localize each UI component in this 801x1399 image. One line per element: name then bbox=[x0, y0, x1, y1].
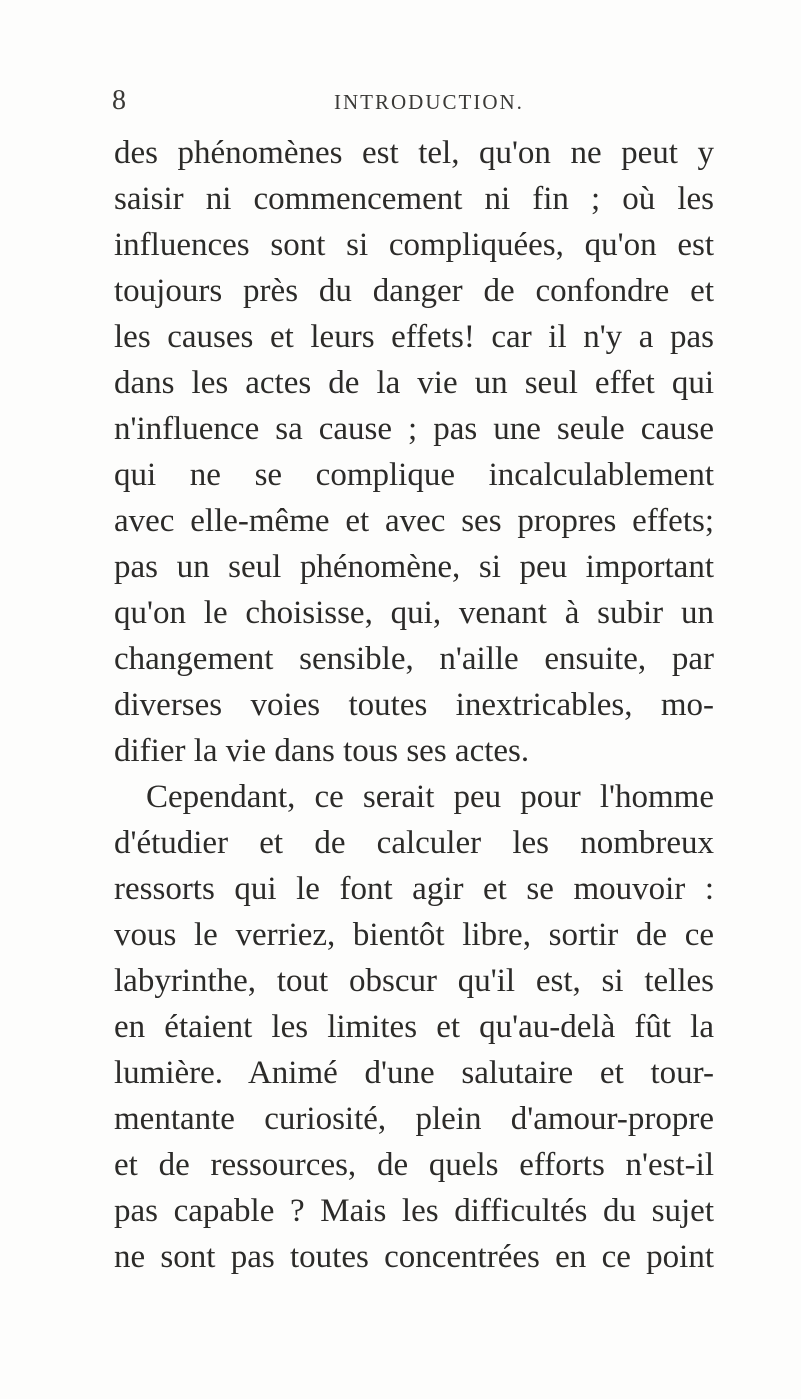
text-line: vous le verriez, bientôt libre, sortir de ce bbox=[114, 917, 714, 953]
text-line: ressorts qui le font agir et se mouvoir : bbox=[114, 871, 714, 907]
running-head bbox=[112, 86, 712, 116]
page-number: 8 bbox=[112, 85, 126, 116]
text-line: et de ressources, de quels efforts n'est-il bbox=[114, 1147, 714, 1183]
text-line: changement sensible, n'aille ensuite, par bbox=[114, 641, 714, 677]
text-line: n'influence sa cause ; pas une seule cause bbox=[114, 411, 714, 447]
text-line: des phénomènes est tel, qu'on ne peut y bbox=[114, 135, 714, 171]
running-title: INTRODUCTION. bbox=[334, 90, 524, 114]
text-line: lumière. Animé d'une salutaire et tour- bbox=[114, 1055, 714, 1091]
text-line: ne sont pas toutes concentrées en ce point bbox=[114, 1239, 714, 1275]
paragraph-end-line: difier la vie dans tous ses actes. bbox=[114, 733, 530, 769]
text-line: les causes et leurs effets! car il n'y a pas bbox=[114, 319, 714, 355]
text-line: saisir ni commencement ni fin ; où les bbox=[114, 181, 714, 217]
text-line: diverses voies toutes inextricables, mo- bbox=[114, 687, 714, 723]
text-line: labyrinthe, tout obscur qu'il est, si telles bbox=[114, 963, 714, 999]
text-line: qu'on le choisisse, qui, venant à subir un bbox=[114, 595, 714, 631]
text-line: d'étudier et de calculer les nombreux bbox=[114, 825, 714, 861]
text-line: toujours près du danger de confondre et bbox=[114, 273, 714, 309]
text-line: qui ne se complique incalculablement bbox=[114, 457, 714, 493]
text-line: influences sont si compliquées, qu'on est bbox=[114, 227, 714, 263]
paragraph-start-line: Cependant, ce serait peu pour l'homme bbox=[146, 779, 714, 815]
text-line: en étaient les limites et qu'au-delà fût la bbox=[114, 1009, 714, 1045]
text-line: pas capable ? Mais les difficultés du sujet bbox=[114, 1193, 714, 1229]
text-line: mentante curiosité, plein d'amour-propre bbox=[114, 1101, 714, 1137]
text-line: pas un seul phénomène, si peu important bbox=[114, 549, 714, 585]
text-line: dans les actes de la vie un seul effet qui bbox=[114, 365, 714, 401]
text-line: avec elle-même et avec ses propres effets; bbox=[114, 503, 714, 539]
body-text bbox=[114, 130, 714, 1280]
